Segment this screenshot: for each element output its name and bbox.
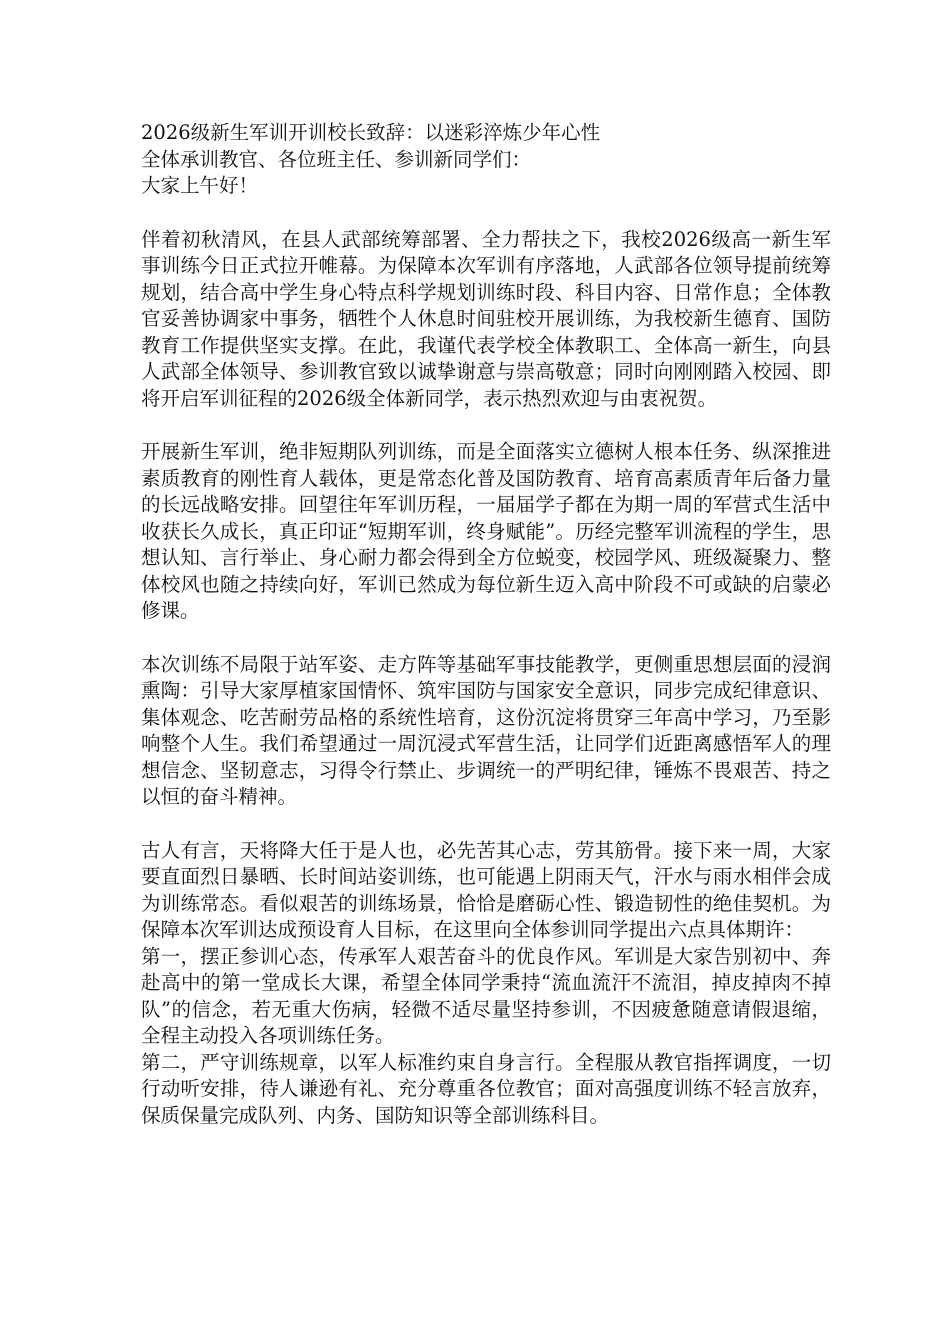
document-page <box>141 120 831 1129</box>
point-1: 第一，摆正参训心态，传承军人艰苦奋斗的优良作风。军训是大家告别初中、奔赴高中的第一堂成长大课，希望全体同学秉持“流血流汗不流泪，掉皮掉肉不掉队”的信念，若无重大伤病，轻微不适尽量坚持参训，不因疲惫随意请假退缩，全程主动投入各项训练任务。 <box>141 944 831 1047</box>
greeting: 大家上午好！ <box>141 174 259 197</box>
spacer <box>141 200 831 227</box>
salutation: 全体承训教官、各位班主任、参训新同学们： <box>141 147 532 171</box>
spacer <box>141 412 831 439</box>
spacer <box>141 811 831 838</box>
document-title: 2026级新生军训开训校长致辞：以迷彩淬炼少年心性 <box>141 121 601 144</box>
paragraph-1: 伴着初秋清风，在县人武部统筹部署、全力帮扶之下，我校2026级高一新生军事训练今日正式拉开帷幕。为保障本次军训有序落地，人武部各位领导提前统筹规划，结合高中学生身心特点科学规划训练时段、科目内容、日常作息；全体教官妥善协调家中事务，牺牲个人休息时间驻校开展训练，为我校新生德育、国防教育工作提供坚实支撑。在此，我谨代表学校全体教职工、全体高一新生，向县人武部全体领导、参训教官致以诚挚谢意与崇高敬意；同时向刚刚踏入校园、即将开启军训征程的2026级全体新同学，表示热烈欢迎与由衷祝贺。 <box>141 227 831 410</box>
paragraph-4: 古人有言，天将降大任于是人也，必先苦其心志，劳其筋骨。接下来一周，大家要直面烈日暴晒、长时间站姿训练，也可能遇上阴雨天气，汗水与雨水相伴会成为训练常态。看似艰苦的训练场景，恰恰是磨砺心性、锻造韧性的绝佳契机。为保障本次军训达成预设育人目标，在这里向全体参训同学提出六点具体期许： <box>141 838 831 941</box>
point-2: 第二，严守训练规章，以军人标准约束自身言行。全程服从教官指挥调度，一切行动听安排，待人谦逊有礼、充分尊重各位教官；面对高强度训练不轻言放弃，保质保量完成队列、内务、国防知识等全部训练科目。 <box>141 1050 831 1127</box>
paragraph-3: 本次训练不局限于站军姿、走方阵等基础军事技能教学，更侧重思想层面的浸润熏陶：引导大家厚植家国情怀、筑牢国防与国家安全意识，同步完成纪律意识、集体观念、吃苦耐劳品格的系统性培育，这份沉淀将贯穿三年高中学习，乃至影响整个人生。我们希望通过一周沉浸式军营生活，让同学们近距离感悟军人的理想信念、坚韧意志，习得令行禁止、步调统一的严明纪律，锤炼不畏艰苦、持之以恒的奋斗精神。 <box>141 652 831 808</box>
paragraph-2: 开展新生军训，绝非短期队列训练，而是全面落实立德树人根本任务、纵深推进素质教育的刚性育人载体，更是常态化普及国防教育、培育高素质青年后备力量的长远战略安排。回望往年军训历程，一届届学子都在为期一周的军营式生活中收获长久成长，真正印证“短期军训，终身赋能”。历经完整军训流程的学生，思想认知、言行举止、身心耐力都会得到全方位蜕变，校园学风、班级凝聚力、整体校风也随之持续向好，军训已然成为每位新生迈入高中阶段不可或缺的启蒙必修课。 <box>141 440 831 622</box>
spacer <box>141 625 831 652</box>
